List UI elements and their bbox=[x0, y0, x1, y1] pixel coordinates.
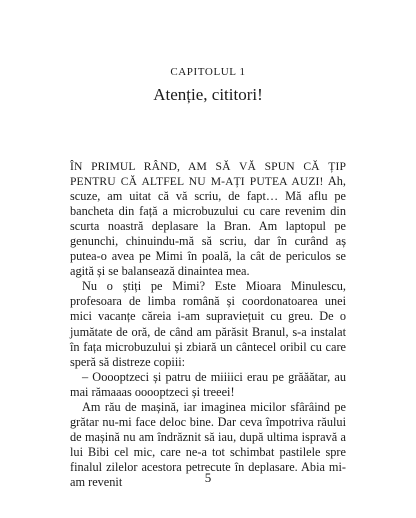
chapter-label: CAPITOLUL 1 bbox=[170, 66, 246, 78]
chapter-title: Atenție, cititori! bbox=[153, 85, 263, 104]
page-number: 5 bbox=[204, 470, 212, 485]
paragraph-3-dialogue: – Ooooptzeci și patru de miiiici erau pe grăăătar, au mai rămaaas ooooptzeci și treeei! bbox=[70, 369, 346, 399]
paragraph-1-text: Ah, scuze, am uitat că vă scriu, de fapt… Mă aflu pe bancheta din față a microbuzului cu care revenim din scurta noastră deplasare la Bran. Am laptopul pe genunchi, chinuindu-mă să scriu, dar în curând aș putea-o avea pe Mimi în poală, la cât de periculos se agită și se balansează dinaintea mea. bbox=[70, 174, 347, 279]
paragraph-2: Nu o știți pe Mimi? Este Mioara Minulescu, profesoara de limba română și coordonatoarea unei mici vacanțe căreia i-am supraviețuit cu greu. De o jumătate de oră, de când am părăsit Branul, s-a instalat în fața microbuzului și zbiară un cântecel oribil cu care speră să distreze copiii: bbox=[70, 279, 346, 369]
opening-smallcaps: ÎN PRIMUL RÂND, AM SĂ VĂ SPUN CĂ ȚIP PENTRU CĂ ALTFEL NU M-AȚI PUTEA AUZI! bbox=[70, 160, 346, 189]
paragraph-1 bbox=[70, 159, 346, 279]
paragraph-4: Am rău de mașină, iar imaginea micilor sfârâind pe grătar nu-mi face deloc bine. Dar ceva împotriva răului de mașină nu am îndrăznit să iau, după ultima ispravă a lui Bibi cel mic, care ne-a tot schimbat pastilele spre finalul zilelor acestora petrecute în deplasare. Abia mi-am revenit bbox=[70, 399, 346, 489]
chapter-body bbox=[70, 159, 346, 490]
